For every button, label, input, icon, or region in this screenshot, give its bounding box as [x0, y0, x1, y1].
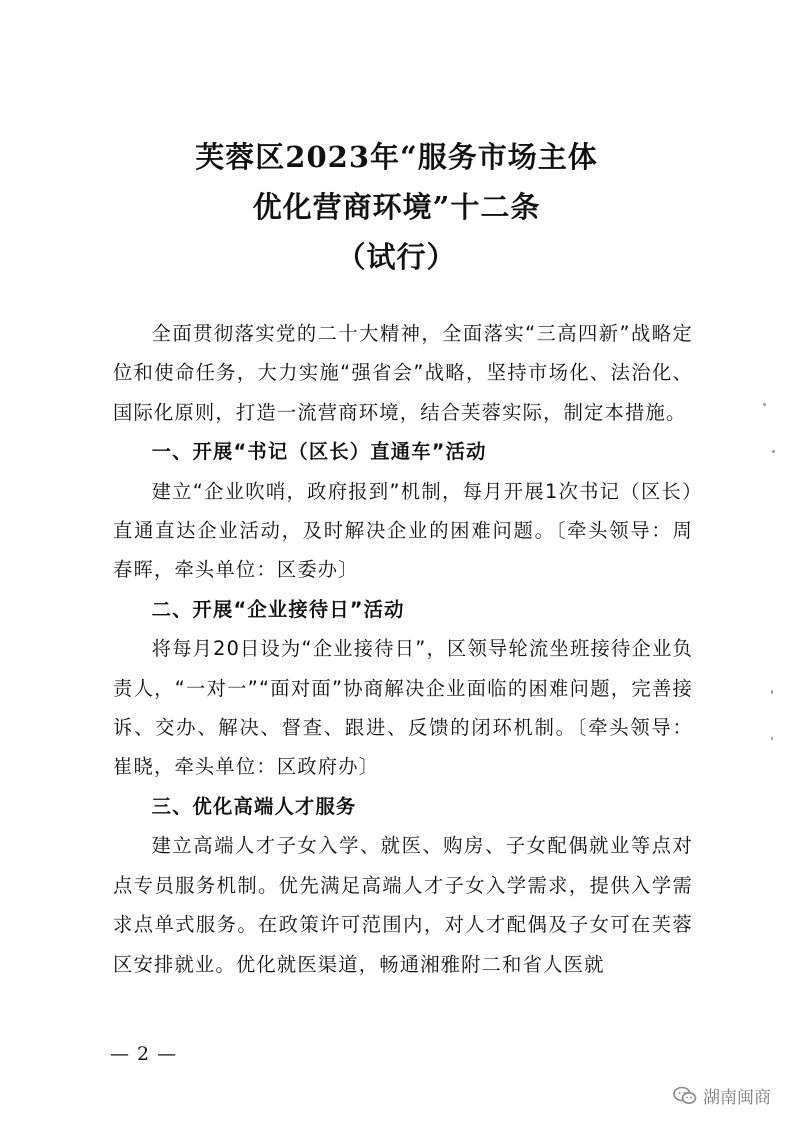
- wechat-watermark: [673, 1083, 771, 1108]
- scan-speck: [772, 450, 775, 453]
- title-line-1: 芙蓉区2023年“服务市场主体: [195, 140, 598, 174]
- page-number: — 2 —: [110, 1043, 178, 1065]
- intro-paragraph: 全面贯彻落实党的二十大精神，全面落实“三高四新”战略定位和使命任务，大力实施“强省会”战略，坚持市场化、法治化、国际化原则，打造一流营商环境，结合芙蓉实际，制定本措施。: [113, 322, 693, 424]
- section-3-heading: 三、优化高端人才服务: [151, 794, 357, 818]
- section-2-heading: 二、开展“企业接待日”活动: [151, 597, 405, 621]
- section-1-heading: 一、开展“书记（区长）直通车”活动: [151, 440, 487, 464]
- scan-speck: [771, 690, 773, 694]
- scan-speck: [771, 737, 773, 740]
- section-1-body: 建立“企业吹哨，政府报到”机制，每月开展1次书记（区长）直通直达企业活动，及时解决企业的困难问题。〔牵头领导：周春晖，牵头单位：区委办〕: [113, 479, 693, 582]
- scan-speck: [763, 403, 766, 406]
- wechat-icon: [673, 1086, 697, 1106]
- section-3-body: 建立高端人才子女入学、就医、购房、子女配偶就业等点对点专员服务机制。优先满足高端人才子女入学需求，提供入学需求点单式服务。在政策许可范围内，对人才配偶及子女可在芙蓉区安排就业。优化就医渠道，畅通湘雅附二和省人医就: [113, 834, 693, 976]
- document-body: [113, 314, 693, 984]
- document-title: [0, 132, 793, 282]
- title-line-3: （试行）: [336, 240, 457, 274]
- watermark-text: 湖南闽商: [703, 1088, 771, 1108]
- section-2-body: 将每月20日设为“企业接待日”，区领导轮流坐班接待企业负责人，“一对一”“面对面”协商解决企业面临的困难问题，完善接诉、交办、解决、督查、跟进、反馈的闭环机制。〔牵头领导：崔晓，牵头单位：区政府办〕: [113, 637, 693, 779]
- title-line-2: 优化营商环境”十二条: [252, 190, 541, 224]
